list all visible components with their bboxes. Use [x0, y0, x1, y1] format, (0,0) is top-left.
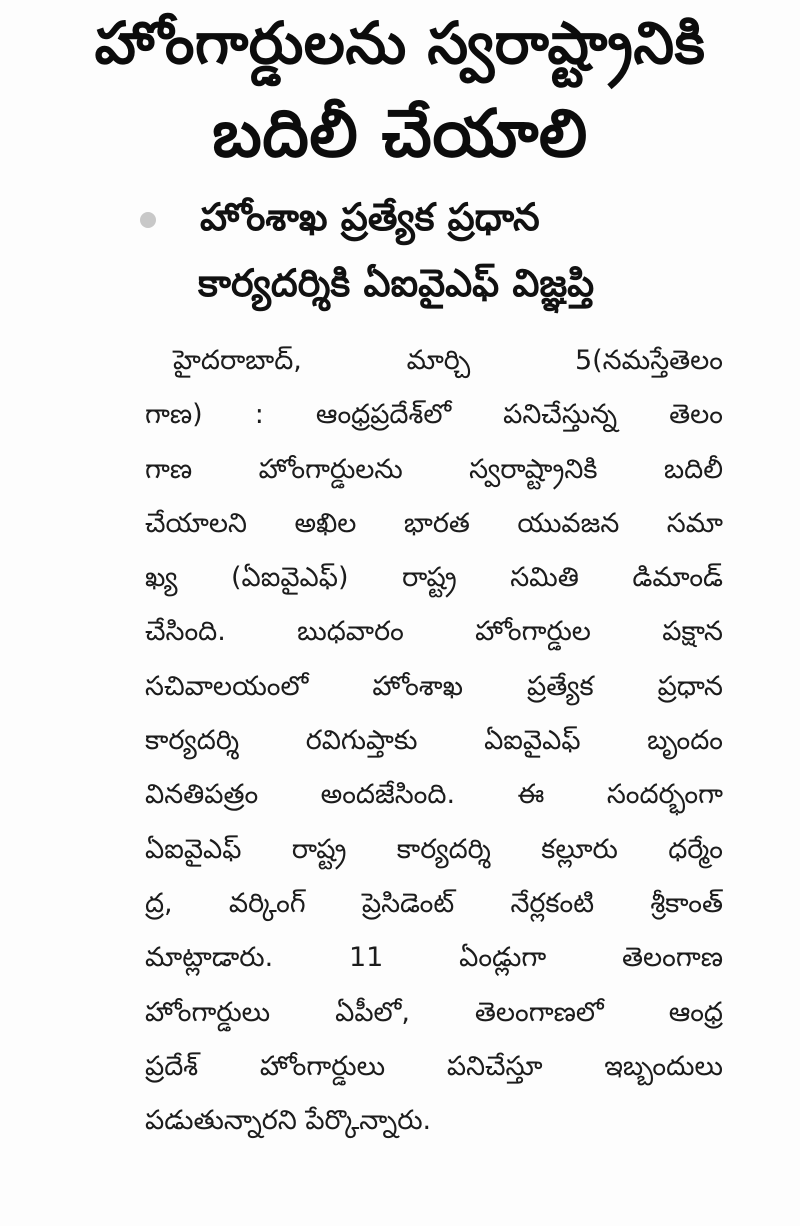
body-line: పడుతున్నారని పేర్కొన్నారు. — [145, 1105, 432, 1137]
body-line: హైదరాబాద్‌, మార్చి 5(నమస్తేతెలం — [173, 345, 723, 376]
body-line: ఏఐవైఎఫ్‌ రాష్ట్ర కార్యదర్శి కల్లూరు ధర్మేం — [145, 833, 723, 865]
body-line: గాణ హోంగార్డులను స్వరాష్ట్రానికి బదిలీ — [145, 453, 723, 485]
body-line: ప్రదేశ్‌ హోంగార్డులు పనిచేస్తూ ఇబ్బందులు — [145, 1050, 723, 1082]
headline-line-1: హోంగార్డులను స్వరాష్ట్రానికి — [94, 9, 706, 77]
body-line: సచివాలయంలో హోంశాఖ ప్రత్యేక ప్రధాన — [145, 670, 723, 702]
subheadline-line-1: హోంశాఖ ప్రత్యేక ప్రధాన — [200, 195, 540, 239]
body-line: హోంగార్డులు ఏపీలో, తెలంగాణలో ఆంధ్ర — [145, 996, 723, 1028]
body-line: వినతిపత్రం అందజేసింది. ఈ సందర్భంగా — [145, 779, 723, 811]
body-line: చేసింది. బుధవారం హోంగార్డుల పక్షాన — [145, 616, 723, 648]
body-line: ఖ్య (ఏఐవైఎఫ్‌) రాష్ట్ర సమితి డిమాండ్‌ — [145, 562, 723, 594]
bullet-icon — [140, 212, 156, 228]
body-line: ద్ర, వర్కింగ్‌ ప్రెసిడెంట్‌ నేర్లకంటి శ్రీకాంత్‌ — [145, 887, 723, 919]
article-body — [145, 334, 723, 1148]
body-line: గాణ) : ఆంధ్రప్రదేశ్‌లో పనిచేస్తున్న తెలం — [145, 399, 723, 431]
body-line: చేయాలని అఖిల భారత యువజన సమా — [145, 507, 723, 539]
subheadline-line-2: కార్యదర్శికి ఏఐవైఎఫ్‌ విజ్ఞప్తి — [198, 261, 595, 305]
body-line: మాట్లాడారు. 11 ఏండ్లుగా తెలంగాణ — [145, 942, 723, 974]
body-line: కార్యదర్శి రవిగుప్తాకు ఏఐవైఎఫ్‌ బృందం — [145, 725, 723, 757]
headline-line-2: బదిలీ చేయాలి — [212, 95, 588, 172]
